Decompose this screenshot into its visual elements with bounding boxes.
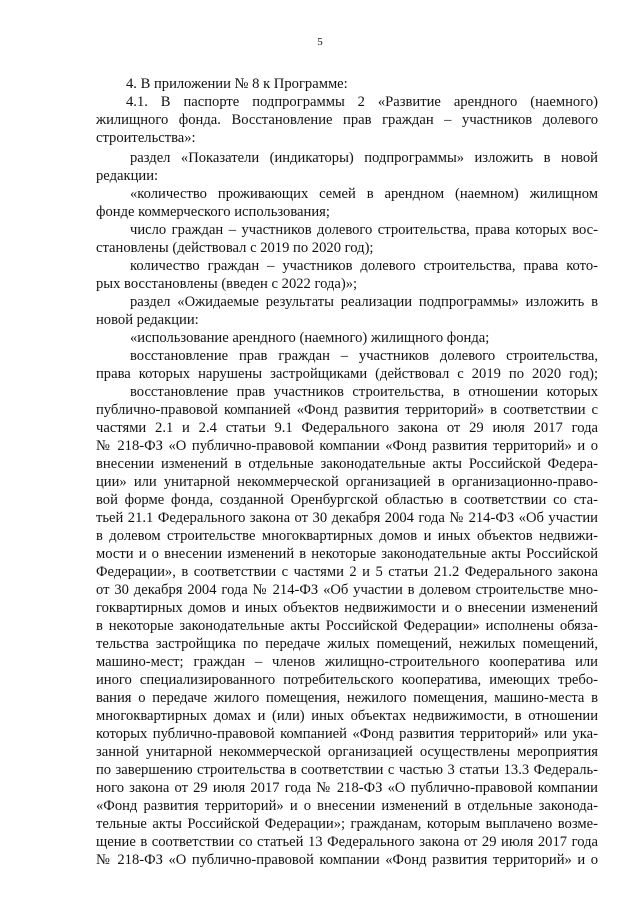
text-line: занной унитарной некоммерческой организацией осуществлены мероприятия	[96, 744, 598, 760]
text-line: внесении изменений в отдельные законодательные акты Российской Федера-	[96, 456, 598, 472]
text-line: вания о передаче жилого помещения, нежилого помещения, машино-места в	[96, 690, 598, 706]
text-line: становлены (действовал с 2019 по 2020 год);	[96, 240, 374, 256]
text-line: права которых нарушены застройщиками (действовал с 2019 по 2020 год);	[96, 366, 598, 382]
text-line: в некоторые законодательные акты Российской Федерации» исполнены обяза-	[96, 618, 598, 634]
text-line: жилищного фонда. Восстановление прав граждан – участников долевого	[96, 112, 598, 128]
text-line: 4. В приложении № 8 к Программе:	[126, 76, 348, 92]
text-line: «использование арендного (наемного) жилищного фонда;	[130, 330, 490, 346]
text-line: частями 2.1 и 2.4 статьи 9.1 Федерального закона от 29 июля 2017 года	[96, 420, 598, 436]
text-line: «количество проживающих семей в арендном (наемном) жилищном	[130, 186, 598, 202]
text-line: вой форме фонда, созданной Оренбургской областью в соответствии со ста-	[96, 492, 598, 508]
text-line: 4.1. В паспорте подпрограммы 2 «Развитие арендного (наемного)	[126, 94, 598, 110]
text-line: многоквартирных домах и (или) иных объектах недвижимости, в отношении	[96, 708, 598, 724]
text-line: Федерации», в соответствии с частями 2 и 5 статьи 21.2 Федерального закона	[96, 564, 598, 580]
text-line: фонде коммерческого использования;	[96, 204, 330, 220]
text-line: тьей 21.1 Федерального закона от 30 декабря 2004 года № 214-ФЗ «Об участии	[96, 510, 598, 526]
text-line: щение в соответствии со статьей 13 Федерального закона от 29 июля 2017 года	[96, 834, 598, 850]
text-line: тельные акты Российской Федерации»; гражданам, которым выплачено возме-	[96, 816, 598, 832]
text-line: № 218-ФЗ «О публично-правовой компании «Фонд развития территорий» и о	[96, 852, 598, 868]
text-line: № 218-ФЗ «О публично-правовой компании «Фонд развития территорий» и о	[96, 438, 598, 454]
text-line: которых публично-правовой компанией «Фонд развития территорий» или ука-	[96, 726, 598, 742]
text-line: восстановление прав участников строительства, в отношении которых	[130, 384, 598, 400]
page-number: 5	[317, 36, 323, 48]
text-line: строительства»:	[96, 130, 196, 146]
text-line: тельства застройщика по передаче жилых помещений, нежилых помещений,	[96, 636, 598, 652]
text-line: раздел «Показатели (индикаторы) подпрограммы» изложить в новой	[130, 150, 598, 166]
text-line: раздел «Ожидаемые результаты реализации подпрограммы» изложить в	[130, 294, 598, 310]
text-line: ного закона от 29 июля 2017 года № 218-ФЗ «О публично-правовой компании	[96, 780, 598, 796]
text-line: редакции:	[96, 168, 159, 184]
text-line: гоквартирных домов и иных объектов недвижимости и о внесении изменений	[96, 600, 598, 616]
text-line: по завершению строительства в соответствии с частью 3 статьи 13.3 Федераль-	[96, 762, 598, 778]
text-line: машино-мест; граждан – членов жилищно-строительного кооператива или	[96, 654, 598, 670]
text-line: в долевом строительстве многоквартирных домов и иных объектов недвижи-	[96, 528, 598, 544]
text-line: количество граждан – участников долевого строительства, права кото-	[130, 258, 598, 274]
text-line: число граждан – участников долевого строительства, права которых вос-	[130, 222, 598, 238]
text-line: «Фонд развития территорий» и о внесении изменений в отдельные законода-	[96, 798, 598, 814]
text-line: рых восстановлены (введен с 2022 года)»;	[96, 276, 358, 292]
text-line: от 30 декабря 2004 года № 214-ФЗ «Об участии в долевом строительстве мно-	[96, 582, 598, 598]
text-line: иного специализированного потребительского кооператива, имеющих требо-	[96, 672, 598, 688]
text-line: ции» или унитарной некоммерческой организацией в организационно-право-	[96, 474, 598, 490]
text-line: мости и о внесении изменений в некоторые законодательные акты Российской	[96, 546, 598, 562]
text-line: публично-правовой компанией «Фонд развития территорий» в соответствии с	[96, 402, 598, 418]
text-line: новой редакции:	[96, 312, 199, 328]
text-line: восстановление прав граждан – участников долевого строительства,	[130, 348, 598, 364]
